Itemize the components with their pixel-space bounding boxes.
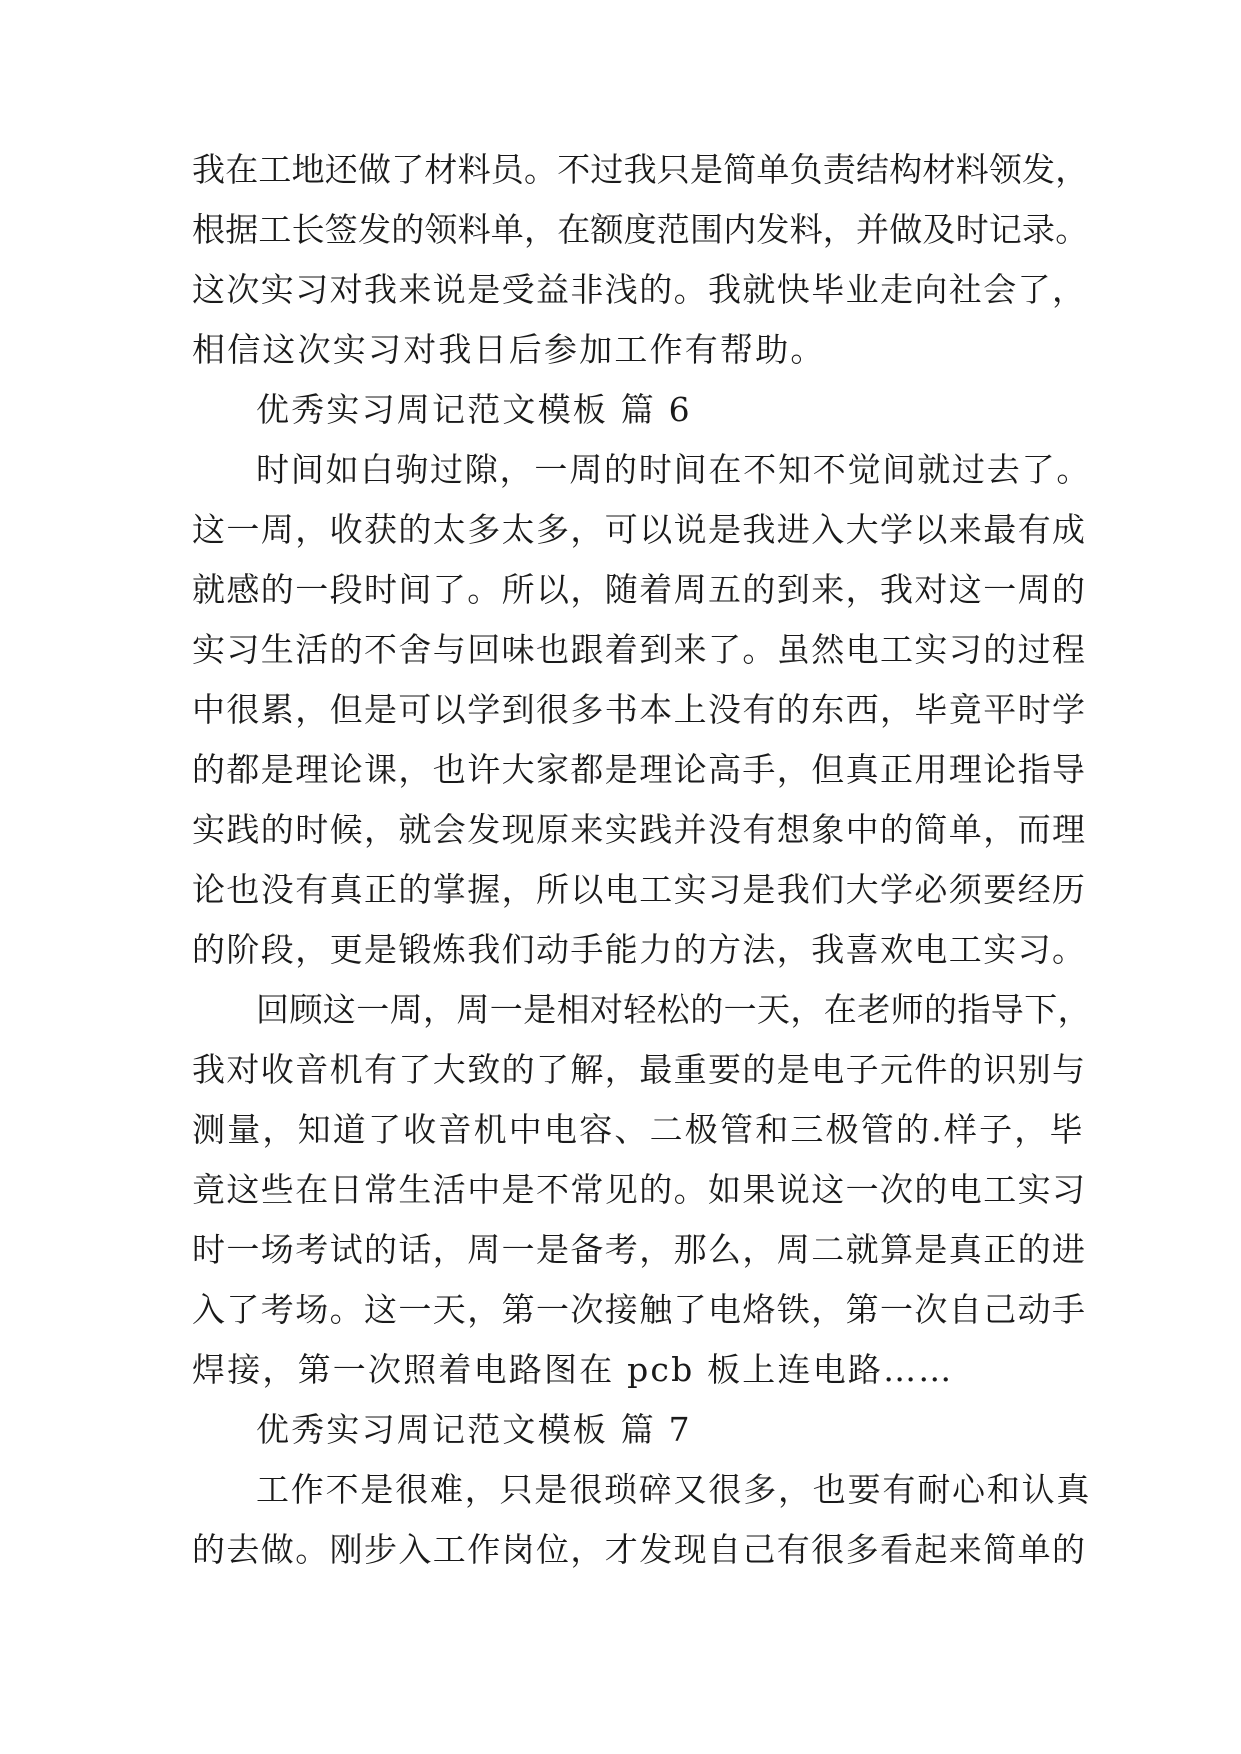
text-line: 相信这次实习对我日后参加工作有帮助。 — [192, 330, 826, 369]
text-line: 的去做。刚步入工作岗位，才发现自己有很多看起来简单的 — [192, 1530, 1087, 1569]
text-line: 时一场考试的话，周一是备考，那么，周二就算是真正的进 — [192, 1230, 1087, 1269]
text-line: 我对收音机有了大致的了解，最重要的是电子元件的识别与 — [192, 1050, 1087, 1089]
text-line: 中很累，但是可以学到很多书本上没有的东西，毕竟平时学 — [192, 690, 1087, 729]
paragraph-first-line: 回顾这一周，周一是相对轻松的一天，在老师的指导下， — [256, 990, 1091, 1029]
text-line: 这次实习对我来说是受益非浅的。我就快毕业走向社会了， — [192, 270, 1087, 309]
text-line: 根据工长签发的领料单，在额度范围内发料，并做及时记录。 — [192, 210, 1089, 249]
text-line: 焊接，第一次照着电路图在 pcb 板上连电路…… — [192, 1350, 954, 1389]
text-line: 就感的一段时间了。所以，随着周五的到来，我对这一周的 — [192, 570, 1087, 609]
text-line: 测量，知道了收音机中电容、二极管和三极管的.样子，毕 — [192, 1110, 1085, 1149]
text-line: 我在工地还做了材料员。不过我只是简单负责结构材料领发， — [192, 150, 1089, 189]
text-line: 实习生活的不舍与回味也跟着到来了。虽然电工实习的过程 — [192, 630, 1087, 669]
paragraph-first-line: 工作不是很难，只是很琐碎又很多，也要有耐心和认真 — [256, 1470, 1092, 1509]
text-line: 竟这些在日常生活中是不常见的。如果说这一次的电工实习 — [192, 1170, 1087, 1209]
text-line: 实践的时候，就会发现原来实践并没有想象中的简单，而理 — [192, 810, 1087, 849]
text-line: 入了考场。这一天，第一次接触了电烙铁，第一次自己动手 — [192, 1290, 1087, 1329]
section-heading: 优秀实习周记范文模板 篇 6 — [256, 390, 692, 429]
text-line: 论也没有真正的掌握，所以电工实习是我们大学必须要经历 — [192, 870, 1087, 909]
text-line: 这一周，收获的太多太多，可以说是我进入大学以来最有成 — [192, 510, 1087, 549]
paragraph-first-line: 时间如白驹过隙，一周的时间在不知不觉间就过去了。 — [256, 450, 1092, 489]
text-line: 的都是理论课，也许大家都是理论高手，但真正用理论指导 — [192, 750, 1087, 789]
text-line: 的阶段，更是锻炼我们动手能力的方法，我喜欢电工实习。 — [192, 930, 1087, 969]
section-heading: 优秀实习周记范文模板 篇 7 — [256, 1410, 692, 1449]
